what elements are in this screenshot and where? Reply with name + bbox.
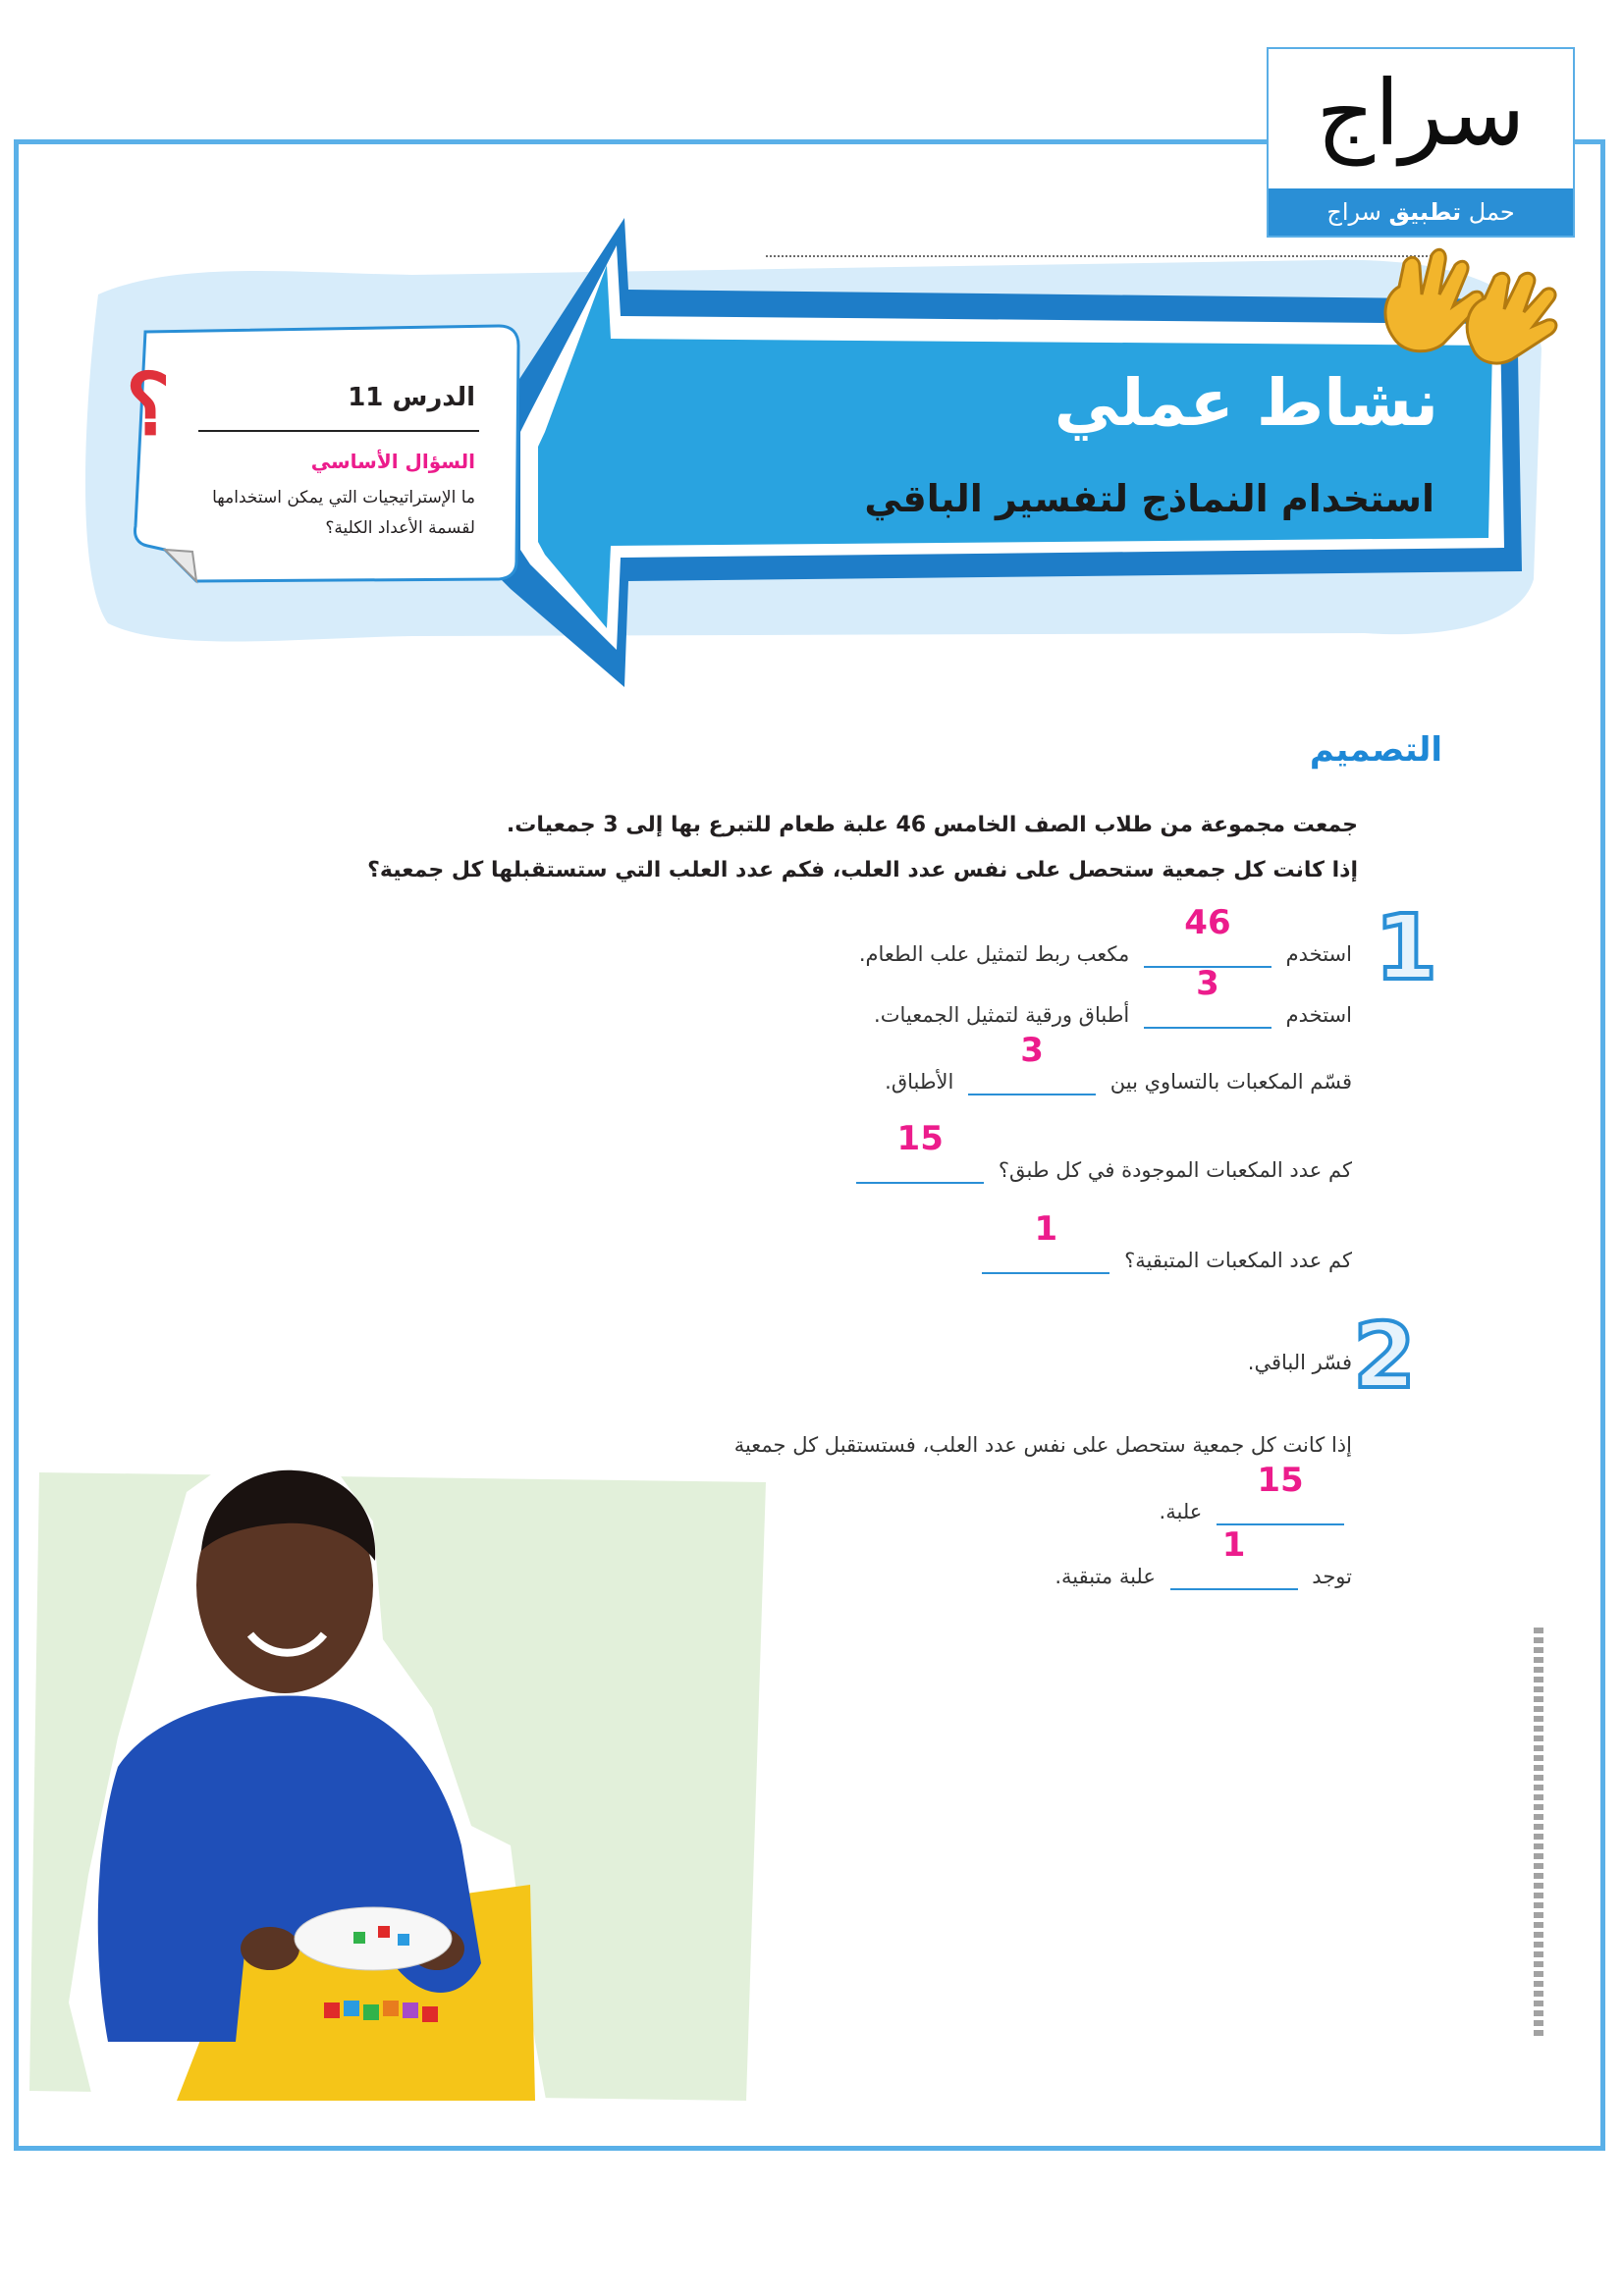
answer-blank[interactable]	[982, 1209, 1109, 1274]
step1-line-4: كم عدد المكعبات الموجودة في كل طبق؟ 15	[567, 1158, 1352, 1184]
answer-value: 3	[1196, 964, 1219, 1003]
answer-value: 1	[1034, 1209, 1058, 1249]
answer-blank[interactable]	[1144, 964, 1271, 1029]
problem-line-2: إذا كانت كل جمعية ستحصل على نفس عدد العلب، فكم عدد العلب التي ستستقبلها كل جمعية؟	[367, 858, 1358, 882]
step1-line-3: قسّم المكعبات بالتساوي بين 3 الأطباق.	[885, 1031, 1352, 1094]
answer-value: 1	[1221, 1525, 1246, 1565]
answer-value: 46	[1184, 903, 1231, 942]
lesson-rule	[198, 430, 479, 432]
step-1-badge: 1	[1375, 895, 1438, 1000]
strip-prefix: حمل	[1468, 198, 1515, 226]
step2-line-4: توجد 1 علبة متبقية.	[1055, 1525, 1352, 1588]
answer-value: 15	[896, 1119, 944, 1158]
logo-wordmark: سراج	[1316, 61, 1526, 166]
essential-question-text: ما الإستراتيجيات التي يمكن استخدامها لقسمة الأعداد الكلية؟	[212, 488, 475, 538]
answer-blank[interactable]	[856, 1119, 984, 1184]
section-title: التصميم	[1309, 730, 1442, 770]
student-photo	[0, 1414, 785, 2160]
problem-line-1: جمعت مجموعة من طلاب الصف الخامس 46 علبة طعام للتبرع بها إلى 3 جمعيات.	[506, 813, 1358, 837]
step2-line-3: 15 علبة.	[567, 1500, 1352, 1525]
step1-line-1: استخدم 46 مكعب ربط لتمثيل علب الطعام.	[858, 903, 1352, 966]
step1-line-5: كم عدد المكعبات المتبقية؟ 1	[567, 1249, 1352, 1274]
paper-plate	[295, 1907, 452, 1970]
step2-line-2: إذا كانت كل جمعية ستحصل على نفس عدد العلب، فستستقبل كل جمعية	[733, 1433, 1352, 1457]
hands-icon	[1385, 249, 1556, 363]
answer-blank[interactable]	[968, 1031, 1096, 1095]
lesson-card	[137, 332, 516, 579]
page-title: نشاط عملي	[1054, 365, 1438, 441]
page-subtitle: استخدام النماذج لتفسير الباقي	[864, 477, 1434, 520]
step1-line-2: استخدم 3 أطباق ورقية لتمثيل الجمعيات.	[874, 964, 1352, 1027]
answer-value: 3	[1020, 1031, 1044, 1070]
copyright-fine-print	[1534, 1628, 1543, 2040]
answer-value: 15	[1257, 1461, 1304, 1500]
strip-suffix: سراج	[1326, 198, 1381, 226]
step2-line-1: فسّر الباقي.	[1247, 1351, 1352, 1374]
strip-bold: تطبيق	[1388, 198, 1462, 226]
lesson-number: الدرس 11	[348, 383, 475, 412]
essential-question-label: السؤال الأساسي	[310, 450, 475, 473]
student-hand-left	[241, 1927, 299, 1970]
step-2-badge: 2	[1353, 1304, 1417, 1409]
answer-blank[interactable]	[1170, 1525, 1298, 1590]
question-mark-icon: ؟	[126, 355, 171, 454]
